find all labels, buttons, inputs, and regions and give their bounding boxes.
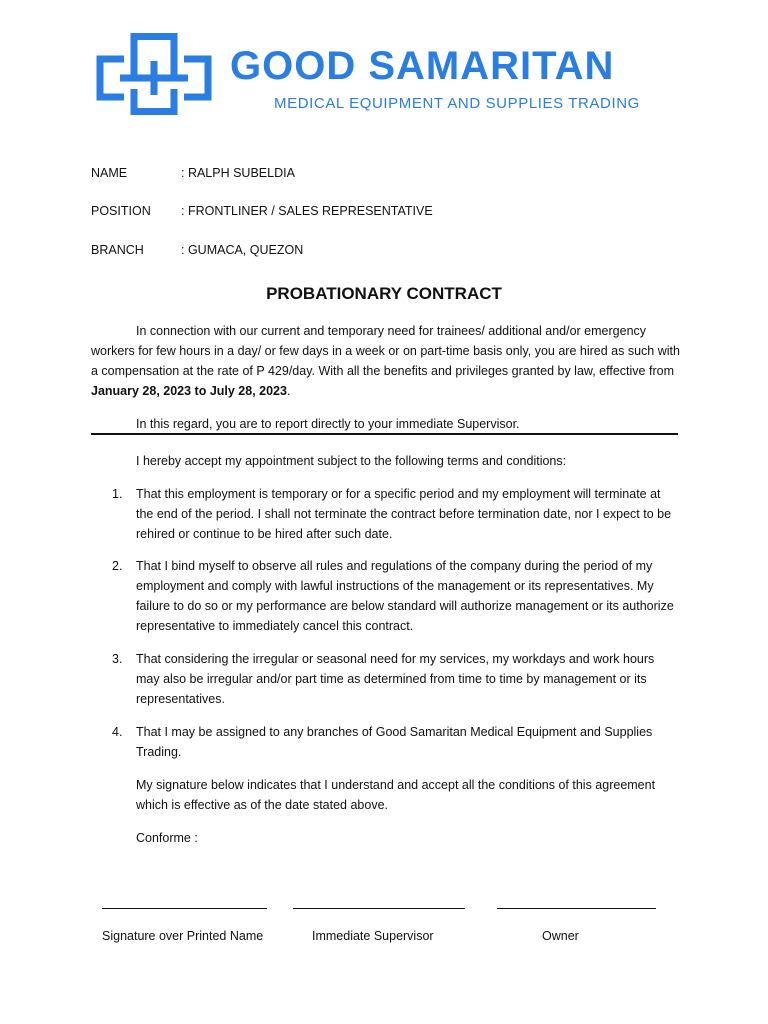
term-number: 4. [112,725,123,739]
supervisor-line [293,908,465,909]
branch-value: : GUMACA, QUEZON [181,243,304,257]
term-text: That I may be assigned to any branches of Good Samaritan Medical Equipment and Supplies Trading. [136,725,653,759]
signature-line [102,908,267,909]
term-text: That considering the irregular or seasonal need for my services, my workdays and work hours may also be irregular and/or part time as determined from time to time by management or its representatives. [136,652,655,706]
intro-text: In connection with our current and temporary need for trainees/ additional and/or emergency workers for few hours in a day/ or few days in a week or on part-time basis only, you are hired as such with a compensation at the rate of P 429/day. With all the benefits and privileges granted by law, effective from [91,324,680,378]
conforme-label: Conforme : [136,831,198,845]
supervisor-label: Immediate Supervisor [312,929,434,943]
name-value: : RALPH SUBELDIA [181,166,295,180]
name-label: NAME [91,166,128,180]
accept-text: I hereby accept my appointment subject to the following terms and conditions: [136,454,567,468]
term-text: That I bind myself to observe all rules and regulations of the company during the period of my employment and comply with lawful instructions of the management or its representatives. My failure to do so or my performance are below standard will authorize management or its authorize representative to immediately cancel this contract. [136,559,674,633]
cross-outline-icon [96,33,212,115]
intro-end: . [286,384,291,398]
term-number: 1. [112,487,123,501]
term-number: 2. [112,559,123,573]
divider [91,433,678,435]
term-number: 3. [112,652,123,666]
position-value: : FRONTLINER / SALES REPRESENTATIVE [181,204,433,218]
effective-dates: January 28, 2023 to July 28, 2023 [91,384,287,398]
brand-subtitle: MEDICAL EQUIPMENT AND SUPPLIES TRADING [274,95,640,112]
intro-paragraph [91,321,681,401]
signature-label: Signature over Printed Name [102,929,264,943]
brand-name: GOOD SAMARITAN [230,44,615,88]
owner-label: Owner [542,929,579,943]
contract-title: PROBATIONARY CONTRACT [266,284,502,303]
report-text: In this regard, you are to report directly to your immediate Supervisor. [136,417,520,431]
position-label: POSITION [91,204,151,218]
signature-note: My signature below indicates that I understand and accept all the conditions of this agreement which is effective as of the date stated above. [136,778,656,812]
term-text: That this employment is temporary or for a specific period and my employment will terminate at the end of the period. I shall not terminate the contract before termination date, nor I expect to be rehired or continue to be hired after such date. [136,487,672,541]
branch-label: BRANCH [91,243,144,257]
owner-line [497,908,656,909]
